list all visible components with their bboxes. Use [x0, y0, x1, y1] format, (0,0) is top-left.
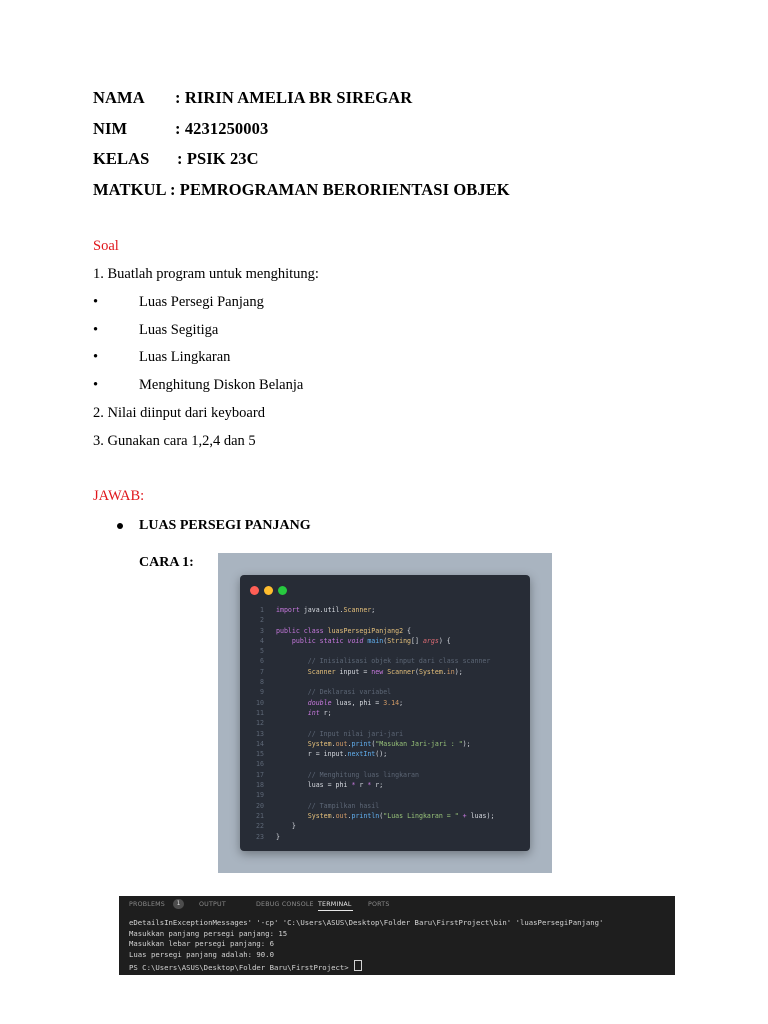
kelas-row [93, 149, 259, 169]
code-line: 4 public static void main(String[] args) { [260, 636, 451, 645]
active-tab-indicator [318, 910, 353, 911]
tab-output[interactable]: OUTPUT [199, 901, 226, 908]
code-line: 16 [256, 760, 264, 769]
code-line: 8 [260, 678, 264, 687]
terminal-line: Luas persegi panjang adalah: 90.0 [129, 949, 274, 959]
nama-value: : RIRIN AMELIA BR SIREGAR [175, 88, 413, 107]
matkul-value: : PEMROGRAMAN BERORIENTASI OBJEK [169, 180, 510, 199]
code-line: 10 double luas, phi = 3.14; [256, 698, 404, 707]
code-line: 23 } [256, 832, 280, 841]
nim-value: : 4231250003 [175, 119, 269, 138]
code-line: 2 [260, 616, 264, 625]
nama-label: NAMA [93, 88, 145, 107]
code-line: 13 // Input nilai jari-jari [256, 729, 404, 738]
bullet-marker: • [93, 322, 99, 338]
terminal-prompt: PS C:\Users\ASUS\Desktop\Folder Baru\FirstProject> [129, 963, 354, 973]
terminal-tab-bar [119, 896, 675, 913]
code-line: 9 // Deklarasi variabel [260, 688, 392, 697]
question-3: 3. Gunakan cara 1,2,4 dan 5 [93, 433, 256, 449]
code-line: 21 System.out.println("Luas Lingkaran = " + luas); [256, 811, 495, 820]
terminal-line: Masukkan lebar persegi panjang: 6 [129, 939, 274, 949]
kelas-label: KELAS [93, 149, 150, 168]
terminal-line: eDetailsInExceptionMessages' '-cp' 'C:\Users\ASUS\Desktop\Folder Baru\FirstProject\bin' 'luasPersegiPanjang' [129, 918, 604, 927]
kelas-value: : PSIK 23C [177, 149, 259, 168]
window-minimize-dot-icon [264, 586, 273, 595]
cara-label: CARA 1: [139, 555, 194, 570]
soal-item: Luas Segitiga [139, 322, 219, 338]
terminal-screenshot [119, 896, 675, 975]
soal-item: Luas Persegi Panjang [139, 294, 264, 310]
nim-label: NIM [93, 119, 128, 138]
nim-row [93, 119, 268, 139]
soal-heading: Soal [93, 238, 119, 254]
bullet-marker: • [93, 349, 99, 365]
tab-terminal[interactable]: TERMINAL [318, 901, 352, 908]
code-screenshot [218, 553, 552, 873]
code-line: 18 luas = phi * r * r; [256, 781, 384, 790]
matkul-row [93, 180, 510, 200]
bullet-marker: • [93, 294, 99, 310]
window-maximize-dot-icon [278, 586, 287, 595]
matkul-label: MATKUL [93, 180, 166, 199]
code-line: 11 int r; [256, 708, 332, 717]
question-2: 2. Nilai diinput dari keyboard [93, 405, 265, 421]
code-window [240, 575, 530, 851]
terminal-line: Masukkan panjang persegi panjang: 15 [129, 928, 288, 938]
soal-item: Luas Lingkaran [139, 349, 231, 365]
code-line: 3 public class luasPersegiPanjang2 { [260, 626, 411, 635]
jawab-heading: JAWAB: [93, 488, 145, 504]
code-line: 7 Scanner input = new Scanner(System.in); [260, 667, 463, 676]
tab-ports[interactable]: PORTS [368, 901, 390, 908]
tab-problems[interactable]: PROBLEMS [129, 901, 165, 908]
terminal-output [129, 918, 603, 974]
code-block [248, 605, 494, 842]
code-line: 6 // Inisialisasi objek input dari class scanner [260, 657, 491, 666]
code-line: 15 r = input.nextInt(); [256, 750, 388, 759]
code-line: 19 [256, 791, 264, 800]
code-line: 20 // Tampilkan hasil [256, 801, 380, 810]
section-title: LUAS PERSEGI PANJANG [139, 518, 311, 533]
code-line: 5 [260, 647, 264, 656]
code-line: 1 import java.util.Scanner; [260, 606, 376, 614]
soal-item: Menghitung Diskon Belanja [139, 377, 304, 393]
bullet-marker: • [93, 377, 99, 393]
code-line: 12 [256, 719, 264, 728]
code-line: 17 // Menghitung luas lingkaran [256, 770, 419, 779]
code-line: 14 System.out.print("Masukan Jari-jari : "); [256, 739, 471, 748]
window-close-dot-icon [250, 586, 259, 595]
code-line: 22 } [256, 822, 296, 831]
terminal-cursor-icon [354, 960, 362, 971]
question-1: 1. Buatlah program untuk menghitung: [93, 266, 319, 282]
problems-count-badge: 1 [173, 899, 184, 909]
tab-debug-console[interactable]: DEBUG CONSOLE [256, 901, 314, 908]
nama-row [93, 88, 412, 108]
bullet-disc-icon [117, 523, 123, 529]
terminal-prompt-line[interactable] [129, 960, 603, 974]
